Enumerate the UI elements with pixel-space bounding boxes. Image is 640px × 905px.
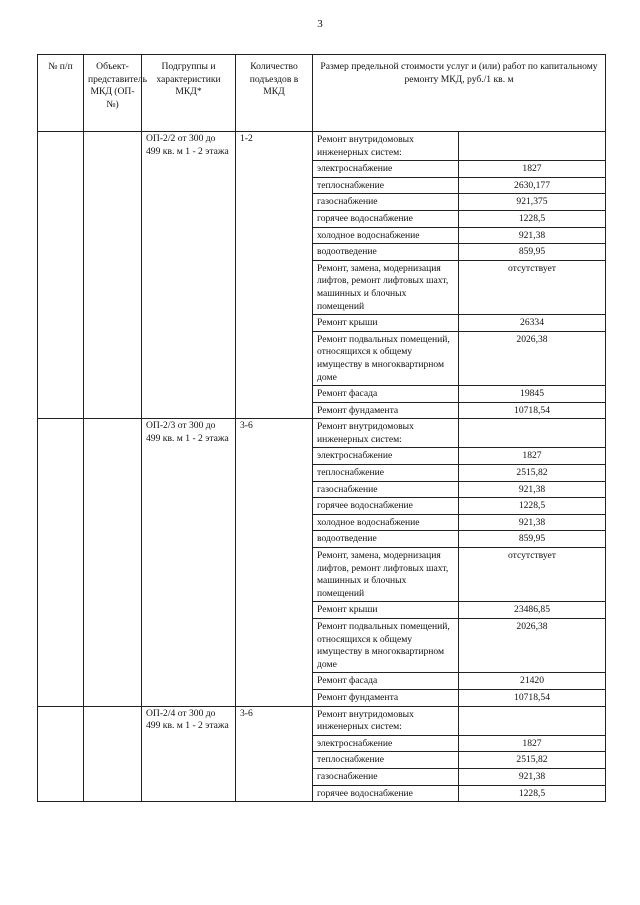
table-row <box>38 132 606 161</box>
work-type-cell: электроснабжение <box>313 448 459 465</box>
entrances-cell: 3-6 <box>236 419 313 706</box>
row-object-cell <box>84 132 142 419</box>
cost-value-cell: 10718,54 <box>459 689 606 706</box>
work-type-cell: теплоснабжение <box>313 465 459 482</box>
cost-value-cell: 2515,82 <box>459 752 606 769</box>
cost-value-cell: 1228,5 <box>459 785 606 802</box>
work-type-cell: Ремонт подвальных помещений, относящихся к общему имуществу в многоквартирном доме <box>313 331 459 385</box>
cost-value-cell <box>459 419 606 448</box>
cost-value-cell: 921,38 <box>459 481 606 498</box>
cost-value-cell: 10718,54 <box>459 402 606 419</box>
work-type-cell: холодное водоснабжение <box>313 514 459 531</box>
cost-value-cell: 1228,5 <box>459 210 606 227</box>
table-body <box>38 132 606 802</box>
work-type-cell: Ремонт, замена, модернизация лифтов, ремонт лифтовых шахт, машинных и блочных помещений <box>313 548 459 602</box>
work-type-cell: водоотведение <box>313 531 459 548</box>
cost-value-cell: 921,38 <box>459 227 606 244</box>
work-type-cell: Ремонт внутридомовых инженерных систем: <box>313 706 459 735</box>
table-row <box>38 419 606 448</box>
table-row <box>38 706 606 735</box>
work-type-cell: теплоснабжение <box>313 752 459 769</box>
page-number: 3 <box>317 18 323 30</box>
work-type-cell: газоснабжение <box>313 194 459 211</box>
work-type-cell: горячее водоснабжение <box>313 498 459 515</box>
subgroup-cell: ОП-2/3 от 300 до 499 кв. м 1 - 2 этажа <box>142 419 236 706</box>
work-type-cell: Ремонт крыши <box>313 602 459 619</box>
table-header-row <box>38 55 606 132</box>
entrances-cell: 1-2 <box>236 132 313 419</box>
row-object-cell <box>84 706 142 802</box>
header-object: Объект-представитель МКД (ОП-№) <box>84 55 142 132</box>
work-type-cell: горячее водоснабжение <box>313 210 459 227</box>
work-type-cell: Ремонт крыши <box>313 315 459 332</box>
row-num-cell <box>38 132 84 419</box>
work-type-cell: горячее водоснабжение <box>313 785 459 802</box>
work-type-cell: Ремонт внутридомовых инженерных систем: <box>313 419 459 448</box>
work-type-cell: Ремонт внутридомовых инженерных систем: <box>313 132 459 161</box>
subgroup-cell: ОП-2/4 от 300 до 499 кв. м 1 - 2 этажа <box>142 706 236 802</box>
cost-value-cell: отсутствует <box>459 260 606 314</box>
row-num-cell <box>38 419 84 706</box>
cost-value-cell: 1827 <box>459 735 606 752</box>
work-type-cell: Ремонт фундамента <box>313 689 459 706</box>
cost-value-cell: 2026,38 <box>459 331 606 385</box>
cost-value-cell: 23486,85 <box>459 602 606 619</box>
entrances-cell: 3-6 <box>236 706 313 802</box>
cost-value-cell: 859,95 <box>459 244 606 261</box>
cost-value-cell: 2630,177 <box>459 177 606 194</box>
work-type-cell: Ремонт фасада <box>313 386 459 403</box>
cost-value-cell: 21420 <box>459 673 606 690</box>
work-type-cell: теплоснабжение <box>313 177 459 194</box>
header-entrances: Количество подъездов в МКД <box>236 55 313 132</box>
cost-value-cell: 1827 <box>459 448 606 465</box>
work-type-cell: газоснабжение <box>313 481 459 498</box>
work-type-cell: водоотведение <box>313 244 459 261</box>
cost-value-cell: 19845 <box>459 386 606 403</box>
work-type-cell: Ремонт подвальных помещений, относящихся к общему имуществу в многоквартирном доме <box>313 619 459 673</box>
work-type-cell: электроснабжение <box>313 161 459 178</box>
cost-value-cell: 2026,38 <box>459 619 606 673</box>
header-cost: Размер предельной стоимости услуг и (или) работ по капитальному ремонту МКД, руб./1 кв. м <box>313 55 606 132</box>
cost-value-cell: 1827 <box>459 161 606 178</box>
cost-value-cell: 26334 <box>459 315 606 332</box>
cost-value-cell: 859,95 <box>459 531 606 548</box>
subgroup-cell: ОП-2/2 от 300 до 499 кв. м 1 - 2 этажа <box>142 132 236 419</box>
header-num: № п/п <box>38 55 84 132</box>
cost-value-cell: 921,38 <box>459 768 606 785</box>
work-type-cell: газоснабжение <box>313 768 459 785</box>
row-num-cell <box>38 706 84 802</box>
work-type-cell: электроснабжение <box>313 735 459 752</box>
cost-value-cell: 1228,5 <box>459 498 606 515</box>
cost-value-cell: 921,375 <box>459 194 606 211</box>
work-type-cell: холодное водоснабжение <box>313 227 459 244</box>
row-object-cell <box>84 419 142 706</box>
cost-value-cell: отсутствует <box>459 548 606 602</box>
work-type-cell: Ремонт, замена, модернизация лифтов, ремонт лифтовых шахт, машинных и блочных помещений <box>313 260 459 314</box>
work-type-cell: Ремонт фундамента <box>313 402 459 419</box>
cost-value-cell <box>459 706 606 735</box>
cost-value-cell <box>459 132 606 161</box>
cost-value-cell: 921,38 <box>459 514 606 531</box>
work-type-cell: Ремонт фасада <box>313 673 459 690</box>
cost-table <box>37 54 606 802</box>
cost-value-cell: 2515,82 <box>459 465 606 482</box>
header-subgroup: Подгруппы и характеристики МКД* <box>142 55 236 132</box>
